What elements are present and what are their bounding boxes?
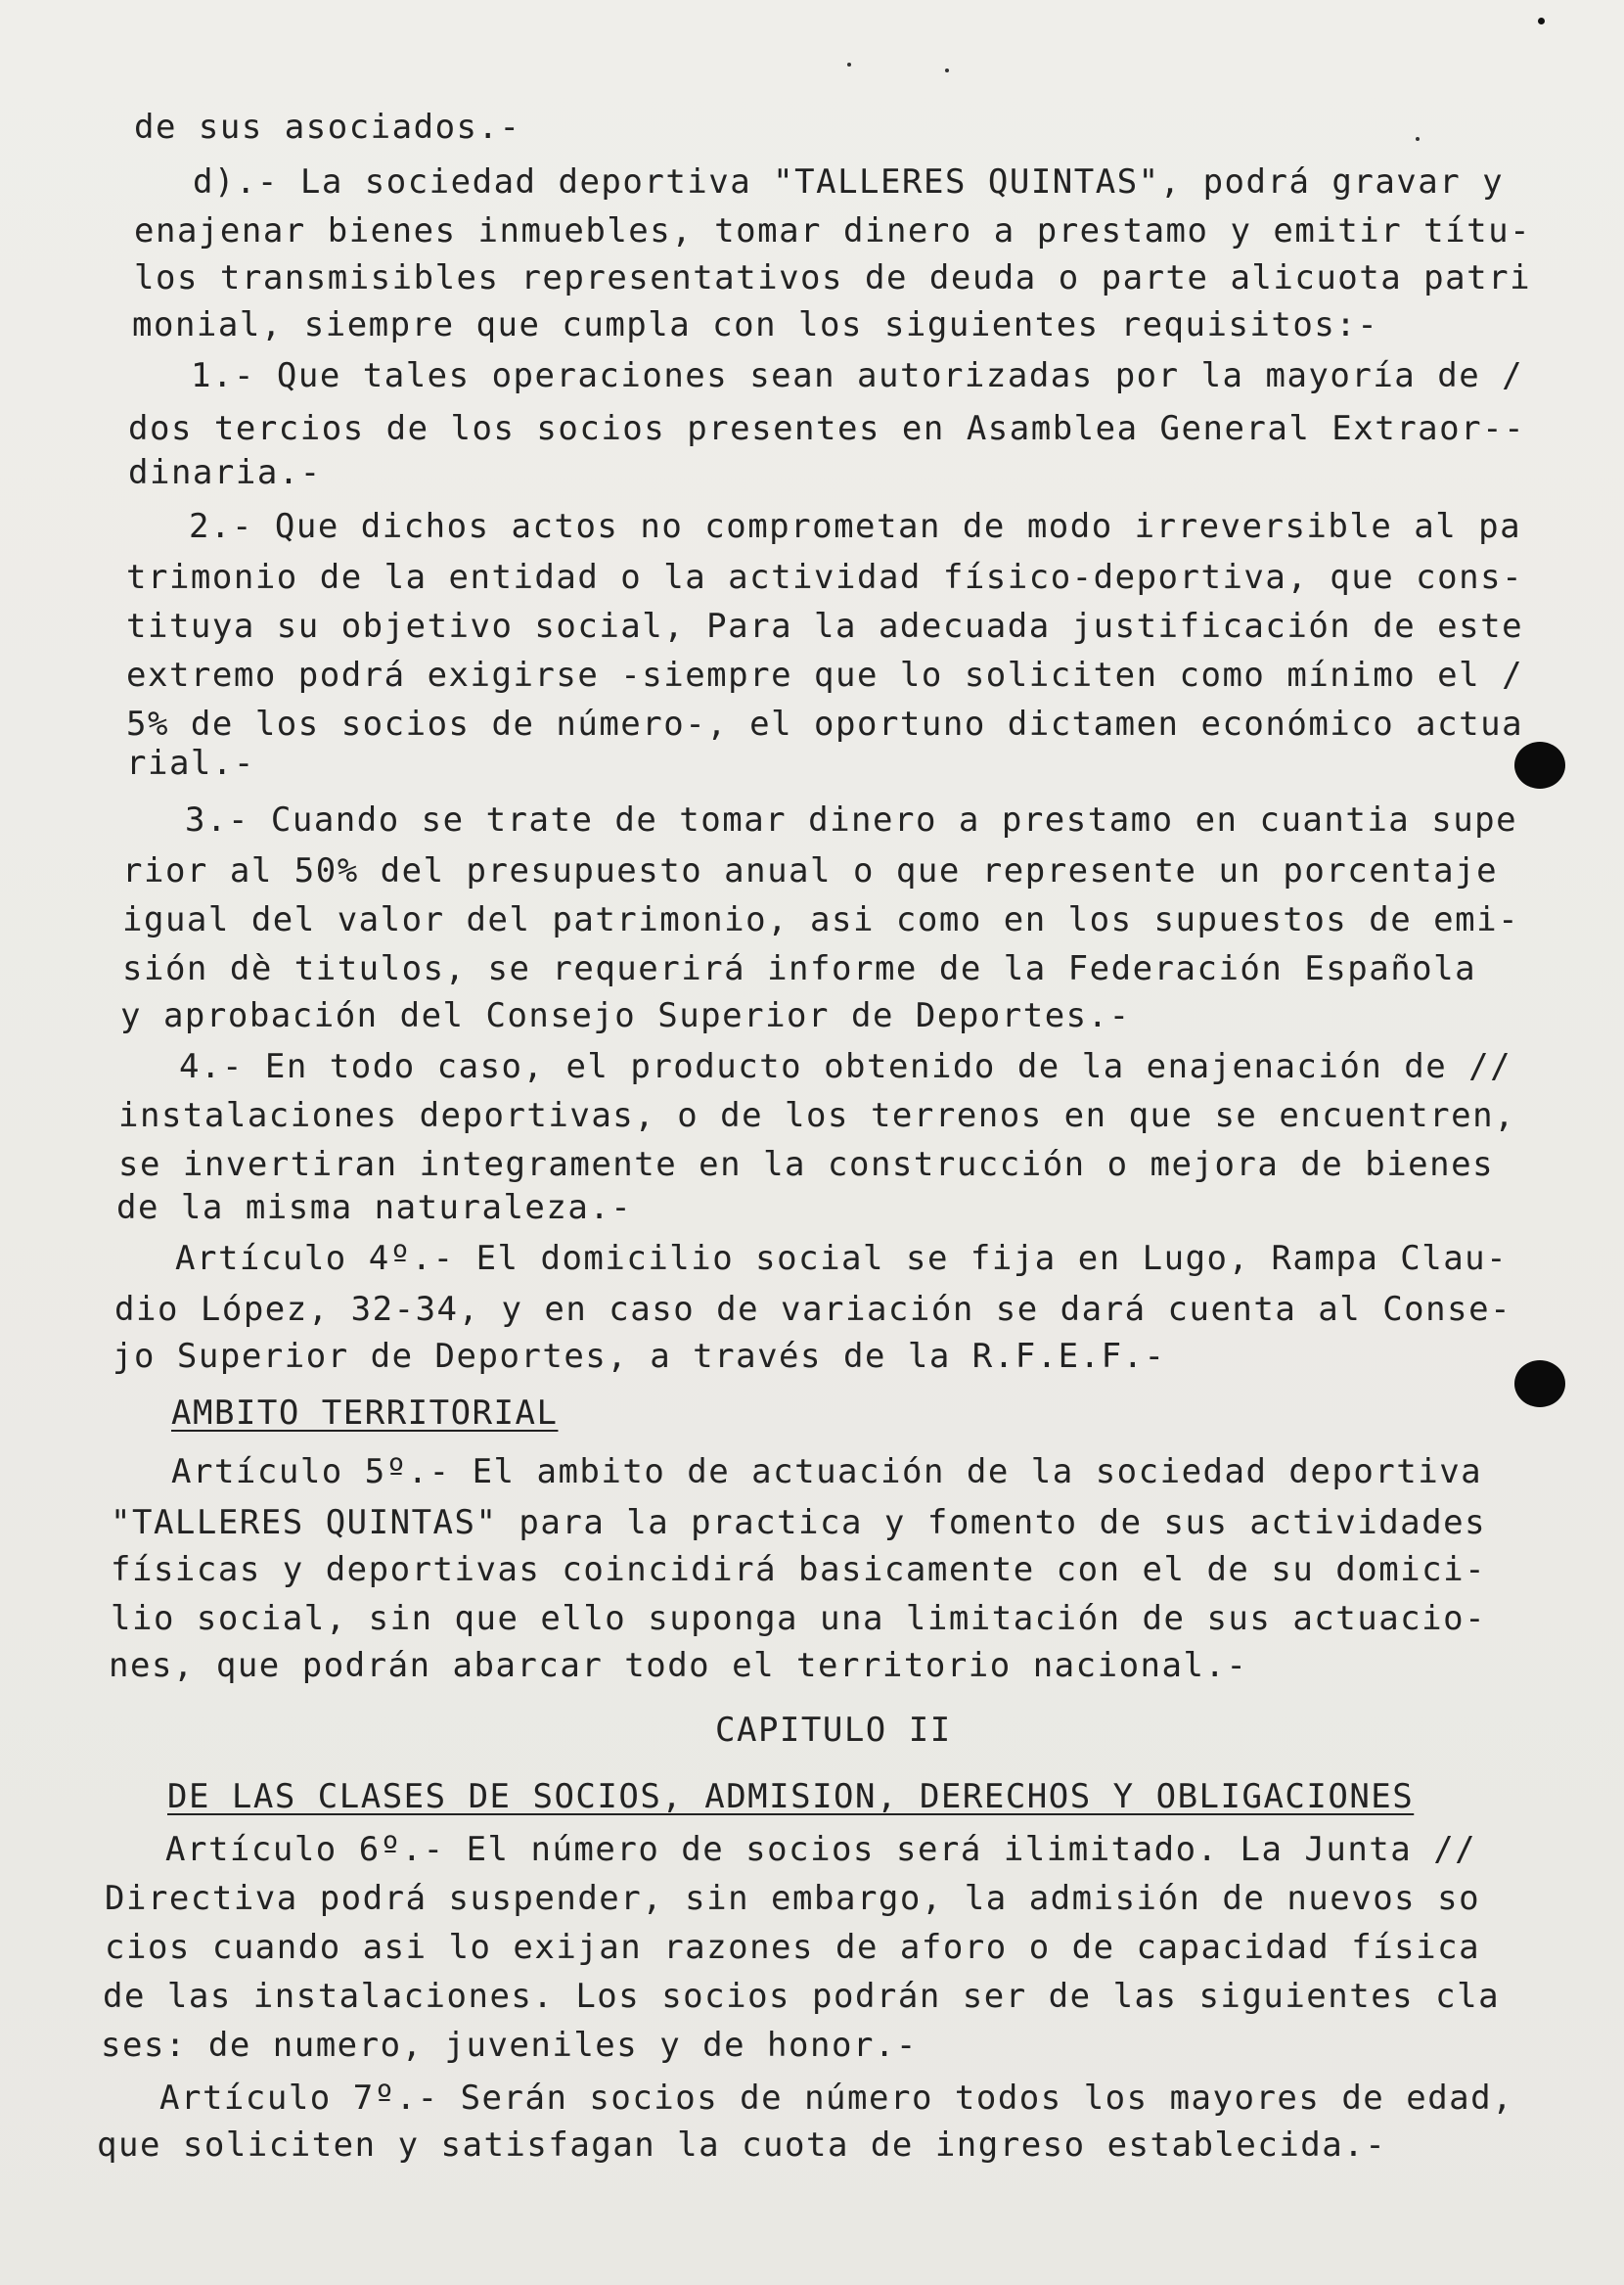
text-line: 3.- Cuando se trate de tomar dinero a prestamo en cuantia supe bbox=[185, 800, 1518, 840]
text-line: 5% de los socios de número-, el oportuno dictamen económico actua bbox=[126, 705, 1524, 744]
text-line: d).- La sociedad deportiva "TALLERES QUINTAS", podrá gravar y bbox=[193, 162, 1505, 202]
text-line: de las instalaciones. Los socios podrán ser de las siguientes cla bbox=[103, 1977, 1501, 2016]
text-line: igual del valor del patrimonio, asi como en los supuestos de emi- bbox=[122, 900, 1520, 939]
ink-dot bbox=[1538, 18, 1545, 24]
text-line: lio social, sin que ello suponga una limitación de sus actuacio- bbox=[111, 1599, 1487, 1638]
text-line: nes, que podrán abarcar todo el territorio nacional.- bbox=[109, 1646, 1248, 1685]
punch-hole-top bbox=[1514, 742, 1565, 789]
text-line: Directiva podrá suspender, sin embargo, la admisión de nuevos so bbox=[105, 1879, 1481, 1918]
text-line: enajenar bienes inmuebles, tomar dinero a prestamo y emitir títu- bbox=[134, 211, 1532, 251]
text-line: que soliciten y satisfagan la cuota de ingreso establecida.- bbox=[97, 2125, 1387, 2165]
text-line: Artículo 6º.- El número de socios será ilimitado. La Junta // bbox=[165, 1830, 1477, 1869]
text-line: monial, siempre que cumpla con los siguientes requisitos:- bbox=[132, 305, 1379, 344]
chapter-title: CAPITULO II bbox=[715, 1711, 952, 1750]
text-line: cios cuando asi lo exijan razones de aforo o de capacidad física bbox=[105, 1928, 1481, 1967]
ink-speck bbox=[945, 69, 949, 72]
text-line: 4.- En todo caso, el producto obtenido de la enajenación de // bbox=[179, 1047, 1512, 1086]
text-line: dos tercios de los socios presentes en Asamblea General Extraor-- bbox=[128, 409, 1526, 448]
text-line: los transmisibles representativos de deuda o parte alicuota patri bbox=[134, 258, 1532, 297]
text-line: "TALLERES QUINTAS" para la practica y fomento de sus actividades bbox=[111, 1503, 1487, 1542]
text-line: 1.- Que tales operaciones sean autorizadas por la mayoría de / bbox=[191, 356, 1524, 395]
text-line: Artículo 7º.- Serán socios de número todos los mayores de edad, bbox=[159, 2079, 1514, 2118]
text-line: se invertiran integramente en la construcción o mejora de bienes bbox=[118, 1145, 1495, 1184]
text-line: de la misma naturaleza.- bbox=[116, 1188, 633, 1227]
text-line: rior al 50% del presupuesto anual o que represente un porcentaje bbox=[122, 851, 1499, 891]
text-line: sión dè titulos, se requerirá informe de la Federación Española bbox=[122, 949, 1477, 988]
text-line: tituya su objetivo social, Para la adecuada justificación de este bbox=[126, 607, 1524, 646]
text-line: Artículo 5º.- El ambito de actuación de la sociedad deportiva bbox=[171, 1452, 1483, 1491]
text-line: dio López, 32-34, y en caso de variación se dará cuenta al Conse- bbox=[114, 1290, 1512, 1329]
text-line: rial.- bbox=[126, 744, 255, 783]
punch-hole-bottom bbox=[1514, 1360, 1565, 1407]
text-line: y aprobación del Consejo Superior de Deportes.- bbox=[120, 996, 1131, 1035]
ink-speck bbox=[847, 63, 851, 67]
text-line: dinaria.- bbox=[128, 453, 322, 492]
text-line: jo Superior de Deportes, a través de la R.F.E.F.- bbox=[113, 1337, 1166, 1376]
text-line: trimonio de la entidad o la actividad físico-deportiva, que cons- bbox=[126, 558, 1524, 597]
text-line: 2.- Que dichos actos no comprometan de modo irreversible al pa bbox=[189, 507, 1522, 546]
section-heading: AMBITO TERRITORIAL bbox=[171, 1394, 559, 1433]
text-line: ses: de numero, juveniles y de honor.- bbox=[101, 2026, 918, 2065]
text-line: físicas y deportivas coincidirá basicamente con el de su domici- bbox=[111, 1550, 1487, 1589]
text-line: instalaciones deportivas, o de los terrenos en que se encuentren, bbox=[118, 1096, 1516, 1135]
text-line: de sus asociados.- bbox=[134, 108, 521, 147]
text-line: Artículo 4º.- El domicilio social se fija en Lugo, Rampa Clau- bbox=[175, 1239, 1509, 1278]
ink-speck bbox=[1416, 137, 1420, 141]
chapter-subtitle: DE LAS CLASES DE SOCIOS, ADMISION, DERECHOS Y OBLIGACIONES bbox=[167, 1777, 1415, 1816]
text-line: extremo podrá exigirse -siempre que lo soliciten como mínimo el / bbox=[126, 656, 1524, 695]
